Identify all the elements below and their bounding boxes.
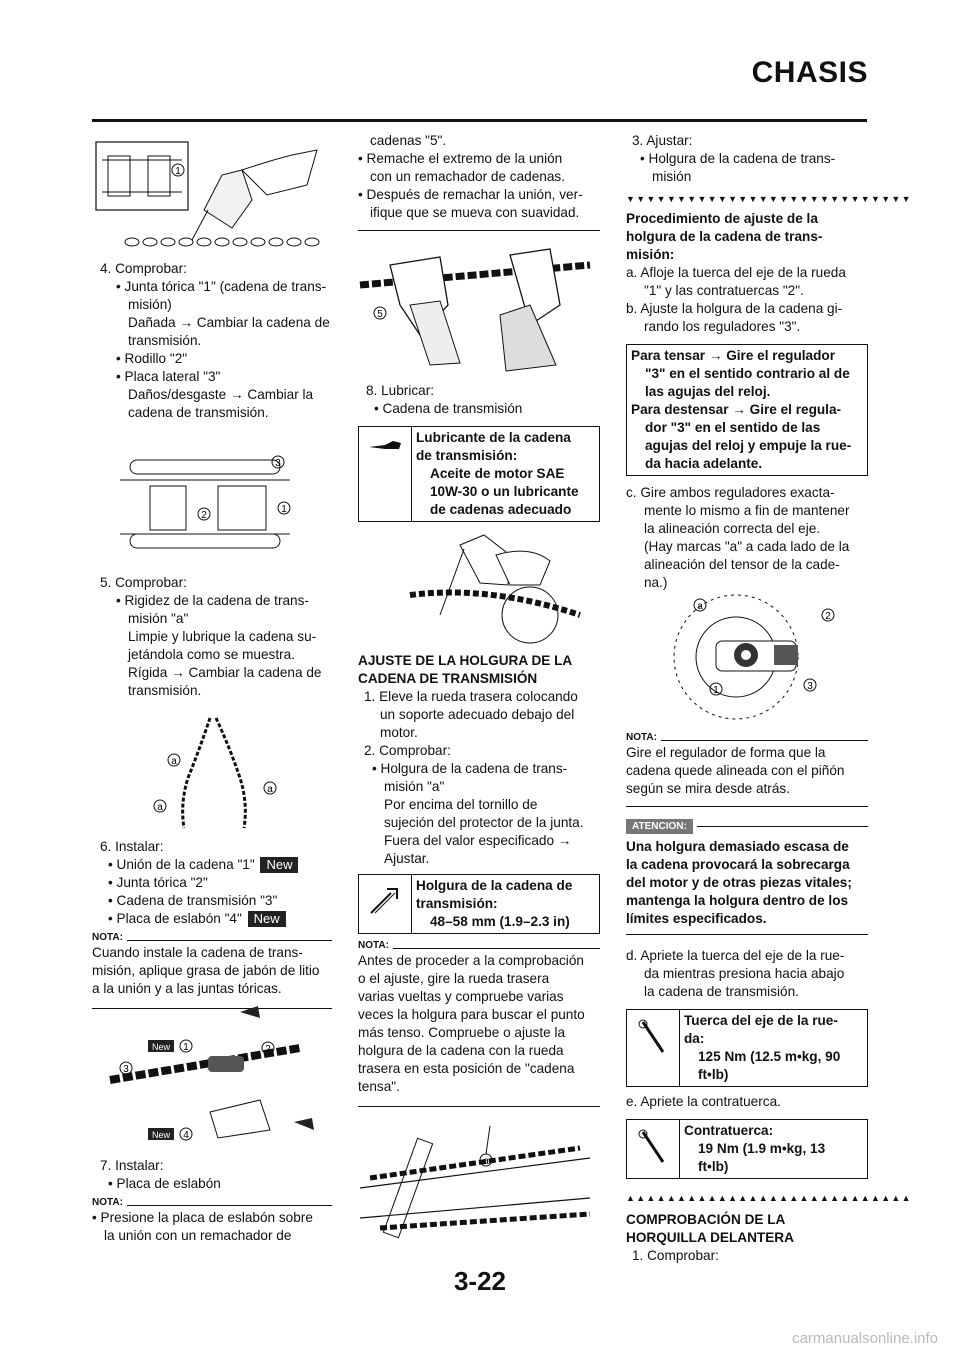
step-6-bullet: • Junta tórica "2" (108, 875, 208, 890)
procedure-step: c. Gire ambos reguladores exacta- (626, 485, 835, 500)
procedure-step: rando los reguladores "3". (644, 319, 801, 334)
new-label: New (151, 1042, 171, 1052)
step-6-bullet: • Cadena de transmisión "3" (108, 893, 278, 908)
step-3-heading: 3. Ajustar: (632, 133, 693, 148)
callout-a: a (171, 756, 177, 767)
step-2-text: Ajustar. (384, 851, 430, 866)
section-heading: CADENA DE TRANSMISIÓN (358, 671, 538, 686)
step-4-bullet: • Placa lateral "3" (116, 369, 221, 384)
spec-label: Holgura de la cadena de (416, 878, 573, 893)
spec-label: de transmisión: (416, 448, 518, 463)
spec-value: 19 Nm (1.9 m•kg, 13 (698, 1141, 826, 1156)
adjust-direction-box (626, 344, 868, 476)
torque-wrench-icon (627, 1010, 680, 1086)
step-3-bullet: • Holgura de la cadena de trans- (640, 151, 836, 166)
chain-lubrication-figure (92, 130, 332, 250)
note-text: Gire el regulador de forma que la (626, 745, 826, 760)
box-text: da hacia adelante. (645, 456, 763, 471)
procedure-step: "1" y las contratuercas "2". (644, 283, 804, 298)
procedure-step: na.) (644, 575, 668, 590)
callout-3: 3 (275, 458, 281, 469)
note-text: holgura de la cadena con la rueda (358, 1043, 564, 1058)
note-text: más tenso. Compruebe o ajuste la (358, 1025, 566, 1040)
section-heading: AJUSTE DE LA HOLGURA DE LA (358, 653, 573, 668)
sprocket-lubrication-figure (400, 525, 590, 635)
procedure-title: misión: (626, 247, 675, 262)
procedure-end-marker: ▲▲▲▲▲▲▲▲▲▲▲▲▲▲▲▲▲▲▲▲▲▲▲▲▲▲▲▲ (626, 1193, 912, 1203)
procedure-step: e. Apriete la contratuerca. (626, 1094, 781, 1109)
oil-can-icon (359, 427, 412, 521)
step-1-text: 1. Eleve la rueda trasera colocando (364, 689, 578, 704)
callout-2: 2 (825, 611, 831, 622)
procedure-step: mente lo mismo a fin de mantener (644, 503, 850, 518)
note-text: con un remachador de cadenas. (370, 169, 565, 184)
note-text: veces la holgura para buscar el punto (358, 1007, 585, 1022)
note-text: según se mira desde atrás. (626, 781, 790, 796)
step-8-bullet: • Cadena de transmisión (374, 401, 523, 416)
box-text: agujas del reloj y empuje la rue- (645, 438, 852, 453)
procedure-step: b. Ajuste la holgura de la cadena gi- (626, 301, 843, 316)
step-2-text: sujeción del protector de la junta. (384, 815, 584, 830)
step-5-heading: 5. Comprobar: (100, 575, 187, 590)
procedure-step: (Hay marcas "a" a cada lado de la (644, 539, 850, 554)
step-7-bullet: • Placa de eslabón (108, 1176, 221, 1191)
spec-value: ft•lb) (698, 1159, 729, 1174)
note-label: NOTA: (92, 932, 123, 943)
section-heading: COMPROBACIÓN DE LA (626, 1212, 786, 1227)
procedure-step: alineación del tensor de la cade- (644, 557, 840, 572)
step-5-text: jetándola como se muestra. (128, 647, 295, 662)
callout-4: 4 (183, 1130, 189, 1141)
spec-label: transmisión: (416, 896, 498, 911)
note-text: la unión con un remachador de (104, 1228, 292, 1243)
callout-a: a (697, 601, 703, 612)
note-text: Antes de proceder a la comprobación (358, 953, 584, 968)
page-number: 3-22 (453, 1266, 507, 1296)
note-text: ifique que se mueva con suavidad. (370, 205, 580, 220)
caution-text: mantenga la holgura dentro de los (626, 893, 849, 908)
watermark: carmanualsonline.info (792, 1330, 938, 1347)
spec-value: de cadenas adecuado (430, 502, 572, 517)
note-text: cadenas "5". (370, 133, 447, 148)
spec-value: Aceite de motor SAE (430, 466, 565, 481)
step-6-bullet: • Unión de la cadena "1" (108, 857, 255, 872)
box-text: Para destensar → Gire el regula- (631, 402, 842, 417)
section-heading: HORQUILLA DELANTERA (626, 1230, 794, 1245)
caution-badge: ATENCION: (626, 819, 693, 834)
spec-value: 48–58 mm (1.9–2.3 in) (430, 914, 570, 929)
chain-joint-figure (100, 1000, 330, 1148)
note-text: a la unión y a las juntas tóricas. (92, 981, 282, 996)
step-2-heading: 2. Comprobar: (364, 743, 451, 758)
procedure-title: holgura de la cadena de trans- (626, 229, 823, 244)
spec-label: Contratuerca: (684, 1123, 774, 1138)
new-label: New (151, 1130, 171, 1140)
note-label: NOTA: (92, 1197, 123, 1208)
note-label: NOTA: (358, 940, 389, 951)
spec-value: ft•lb) (698, 1067, 729, 1082)
callout-3: 3 (123, 1064, 129, 1075)
note-text: Cuando instale la cadena de trans- (92, 945, 303, 960)
spec-label: Lubricante de la cadena (416, 430, 571, 445)
chain-link-figure (120, 450, 300, 560)
callout-2: 2 (265, 1044, 271, 1055)
step-1-text: un soporte adecuado debajo del (380, 707, 575, 722)
box-text: "3" en el sentido contrario al de (645, 366, 850, 381)
callout-1: 1 (175, 166, 181, 177)
step-5-text: misión "a" (128, 611, 189, 626)
note-text: trasera en esta posición de "cadena (358, 1061, 575, 1076)
wrench-measure-icon (359, 875, 412, 933)
spec-value: 10W-30 o un lubricante (430, 484, 579, 499)
step-6-bullet: • Placa de eslabón "4" (108, 911, 242, 926)
chain-slack-figure (360, 1118, 600, 1250)
callout-a: a (483, 1156, 489, 1167)
caution-text: límites especificados. (626, 911, 767, 926)
note-text: varias vueltas y compruebe varias (358, 989, 564, 1004)
note-text: o el ajuste, gire la rueda trasera (358, 971, 550, 986)
procedure-step: a. Afloje la tuerca del eje de la rueda (626, 265, 846, 280)
spec-label: da: (684, 1031, 705, 1046)
note-text: misión, aplique grasa de jabón de litio (92, 963, 320, 978)
step-2-text: Por encima del tornillo de (384, 797, 538, 812)
step-4-text: Daños/desgaste → Cambiar la (128, 387, 314, 402)
step-4-text: misión) (128, 297, 172, 312)
header-rule (92, 119, 867, 122)
box-text: las agujas del reloj. (645, 384, 771, 399)
section-title: CHASIS (751, 56, 868, 89)
step-5-text: Rígida → Cambiar la cadena de (128, 665, 322, 680)
new-part-badge: New (248, 911, 286, 927)
step-2-text: Fuera del valor especificado → (384, 833, 572, 848)
procedure-step: la alineación correcta del eje. (644, 521, 821, 536)
step-6-heading: 6. Instalar: (100, 839, 164, 854)
spec-value: 125 Nm (12.5 m•kg, 90 (698, 1049, 841, 1064)
callout-1: 1 (281, 504, 287, 515)
callout-5: 5 (377, 309, 383, 320)
spec-label: Tuerca del eje de la rue- (684, 1013, 838, 1028)
new-part-badge: New (260, 857, 298, 873)
step-8-heading: 8. Lubricar: (366, 383, 435, 398)
callout-a: a (157, 802, 163, 813)
procedure-title: Procedimiento de ajuste de la (626, 211, 818, 226)
step-1-heading: 1. Comprobar: (632, 1248, 719, 1263)
note-label: NOTA: (626, 732, 657, 743)
step-7-heading: 7. Instalar: (100, 1158, 164, 1173)
step-1-text: motor. (380, 725, 418, 740)
note-text: tensa". (358, 1079, 400, 1094)
note-text: cadena quede alineada con el piñón (626, 763, 845, 778)
note-text: • Presione la placa de eslabón sobre (92, 1210, 313, 1225)
callout-a: a (267, 784, 273, 795)
step-4-text: cadena de transmisión. (128, 405, 269, 420)
procedure-step: da mientras presiona hacia abajo (644, 966, 845, 981)
procedure-step: la cadena de transmisión. (644, 984, 799, 999)
chain-stiffness-figure (150, 708, 290, 833)
torque-wrench-icon (627, 1120, 680, 1178)
step-3-text: misión (652, 169, 692, 184)
procedure-step: d. Apriete la tuerca del eje de la rue- (626, 948, 845, 963)
callout-3: 3 (807, 681, 813, 692)
step-2-bullet: • Holgura de la cadena de trans- (372, 761, 568, 776)
box-text: dor "3" en el sentido de las (645, 420, 821, 435)
caution-text: del motor y de otras piezas vitales; (626, 875, 852, 890)
note-text: • Después de remachar la unión, ver- (358, 187, 583, 202)
step-4-text: transmisión. (128, 333, 202, 348)
procedure-start-marker: ▼▼▼▼▼▼▼▼▼▼▼▼▼▼▼▼▼▼▼▼▼▼▼▼▼▼▼▼ (626, 194, 912, 204)
note-text: • Remache el extremo de la unión (358, 151, 563, 166)
step-5-bullet: • Rigidez de la cadena de trans- (116, 593, 309, 608)
step-4-heading: 4. Comprobar: (100, 261, 187, 276)
chain-riveter-figure (360, 245, 600, 375)
step-2-text: misión "a" (384, 779, 445, 794)
step-5-text: transmisión. (128, 683, 202, 698)
caution-text: la cadena provocará la sobrecarga (626, 857, 850, 872)
step-5-text: Limpie y lubrique la cadena su- (128, 629, 317, 644)
callout-2: 2 (201, 510, 207, 521)
caution-text: Una holgura demasiado escasa de (626, 839, 849, 854)
callout-1: 1 (713, 685, 719, 696)
chain-adjuster-figure (636, 585, 836, 725)
step-4-bullet: • Rodillo "2" (116, 351, 188, 366)
box-text: Para tensar → Gire el regulador (631, 348, 835, 363)
step-4-text: Dañada → Cambiar la cadena de (128, 315, 330, 330)
callout-1: 1 (183, 1042, 189, 1053)
step-4-bullet: • Junta tórica "1" (cadena de trans- (116, 279, 327, 294)
